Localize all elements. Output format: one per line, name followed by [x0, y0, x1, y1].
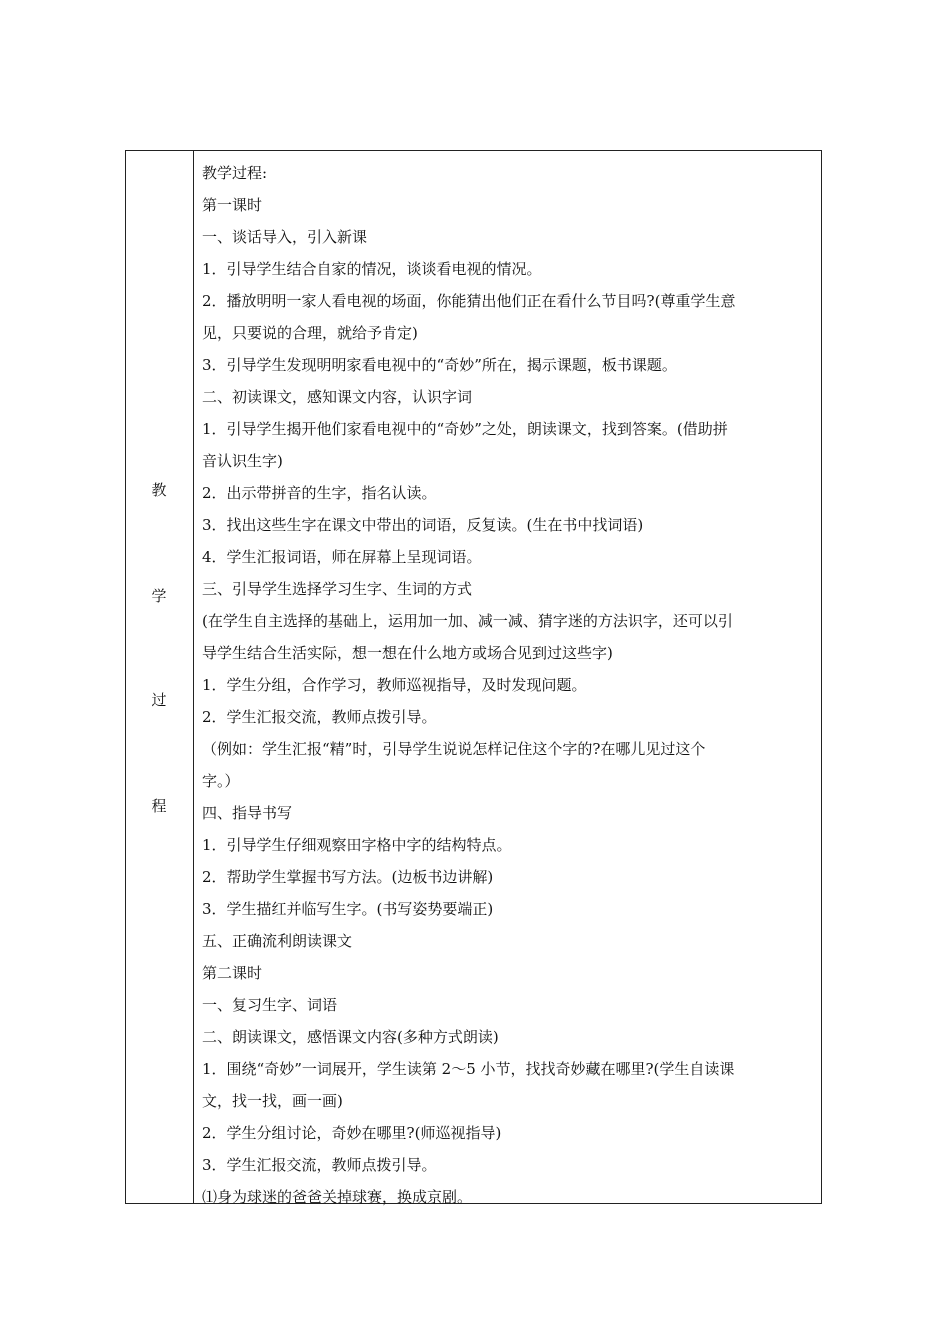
- content-line: 1．围绕“奇妙”一词展开，学生读第 2～5 小节，找找奇妙藏在哪里?(学生自读课: [202, 1060, 735, 1078]
- content-line: 第二课时: [202, 964, 263, 982]
- content-line: 音认识生字): [202, 452, 283, 470]
- content-line: 2．学生汇报交流，教师点拨引导。: [202, 708, 437, 726]
- content-line: 1．引导学生仔细观察田字格中字的结构特点。: [202, 836, 512, 854]
- content-line: 导学生结合生活实际，想一想在什么地方或场合见到过这些字): [202, 644, 613, 662]
- content-line: 2．学生分组讨论，奇妙在哪里?(师巡视指导): [202, 1124, 502, 1142]
- lesson-table: [125, 150, 822, 1204]
- content-line: 2．播放明明一家人看电视的场面，你能猜出他们正在看什么节目吗?(尊重学生意: [202, 292, 736, 310]
- content-line: 教学过程:: [202, 164, 268, 182]
- content-line: 五、正确流利朗读课文: [202, 932, 353, 950]
- side-label-char: 教: [151, 481, 167, 499]
- content-line: 二、初读课文，感知课文内容，认识字词: [202, 388, 473, 406]
- content-line: （例如：学生汇报“精”时，引导学生说说怎样记住这个字的?在哪儿见过这个: [202, 740, 706, 758]
- content-line: 3．找出这些生字在课文中带出的词语，反复读。(生在书中找词语): [202, 516, 644, 534]
- content-line: 三、引导学生选择学习生字、生词的方式: [202, 580, 473, 598]
- content-line: ⑴身为球迷的爸爸关掉球赛，换成京剧。: [202, 1188, 473, 1206]
- content-line: 二、朗读课文，感悟课文内容(多种方式朗读): [202, 1028, 499, 1046]
- side-label-char: 过: [151, 691, 167, 709]
- side-label-char: 程: [151, 797, 167, 815]
- content-line: 见，只要说的合理，就给予肯定): [202, 324, 418, 342]
- content-line: 字。）: [202, 772, 240, 790]
- content-line: 1．引导学生结合自家的情况，谈谈看电视的情况。: [202, 260, 542, 278]
- content-line: 3．学生描红并临写生字。(书写姿势要端正): [202, 900, 494, 918]
- content-line: 3．引导学生发现明明家看电视中的“奇妙”所在，揭示课题，板书课题。: [202, 356, 677, 374]
- content-line: 四、指导书写: [202, 804, 293, 822]
- content-line: 第一课时: [202, 196, 263, 214]
- content-line: (在学生自主选择的基础上，运用加一加、减一减、猜字迷的方法识字，还可以引: [202, 612, 733, 630]
- content-line: 2．出示带拼音的生字，指名认读。: [202, 484, 437, 502]
- content-line: 2．帮助学生掌握书写方法。(边板书边讲解): [202, 868, 494, 886]
- content-line: 一、谈话导入，引入新课: [202, 228, 368, 246]
- content-line: 1．学生分组，合作学习，教师巡视指导，及时发现问题。: [202, 676, 587, 694]
- content-line: 4．学生汇报词语，师在屏幕上呈现词语。: [202, 548, 482, 566]
- side-label-char: 学: [151, 587, 167, 605]
- content-line: 一、复习生字、词语: [202, 996, 338, 1014]
- side-label-cell: [126, 151, 194, 1203]
- content-line: 3．学生汇报交流，教师点拨引导。: [202, 1156, 437, 1174]
- content-line: 1．引导学生揭开他们家看电视中的“奇妙”之处，朗读课文，找到答案。(借助拼: [202, 420, 728, 438]
- lesson-content-cell: [202, 157, 816, 1213]
- content-line: 文，找一找，画一画): [202, 1092, 343, 1110]
